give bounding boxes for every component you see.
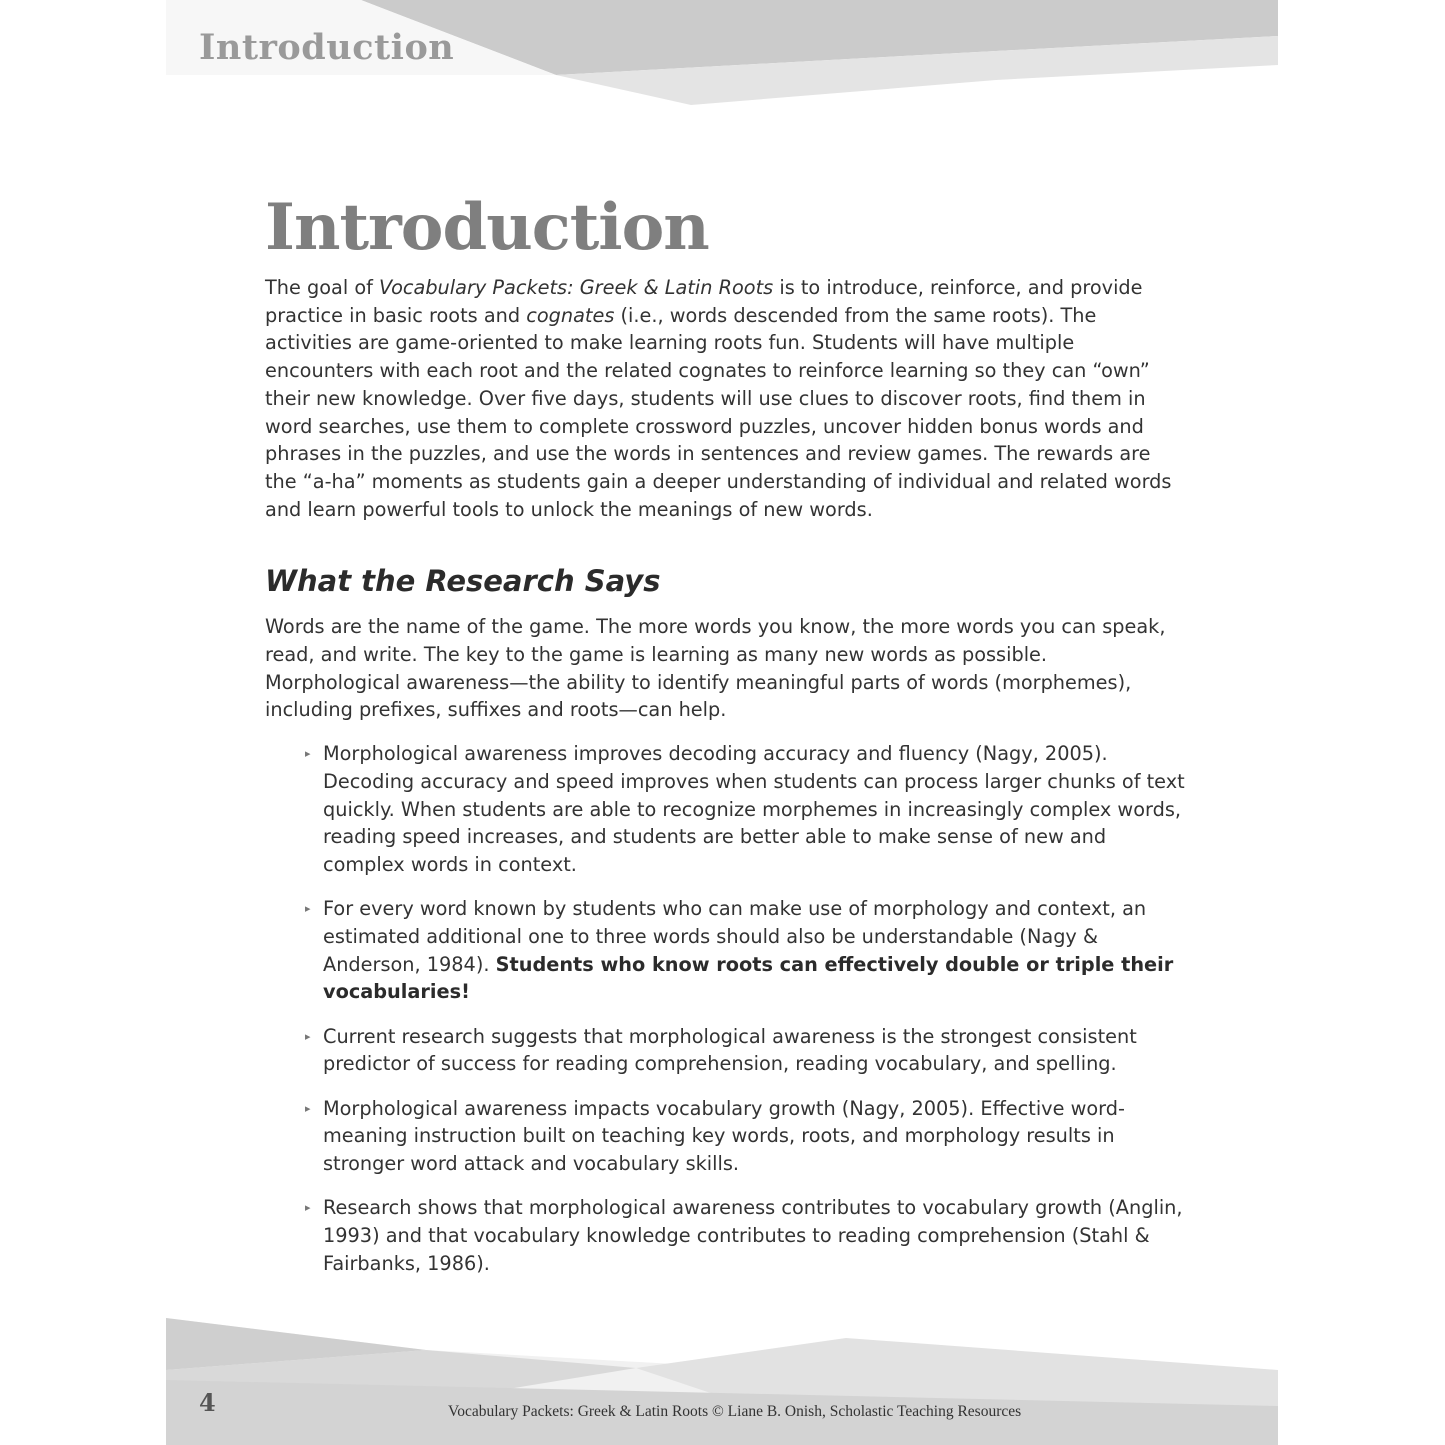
document-page — [166, 0, 1278, 1445]
triangle-bullet-icon: ▸ — [305, 1101, 311, 1115]
section-heading: What the Research Says — [265, 564, 661, 599]
list-item: ▸ For every word known by students who can make use of morphology and context, an estimated additional one to three words should also be understandable (Nagy & Anderson, 1984). Students who know roots can effectively double or triple their vocabularies! — [305, 897, 1174, 1004]
triangle-bullet-icon: ▸ — [305, 1201, 311, 1215]
bold-emphasis: Students who know roots can effectively double or triple their vocabularies! — [323, 952, 1174, 1004]
page-number: 4 — [199, 1388, 216, 1417]
triangle-bullet-icon: ▸ — [305, 747, 311, 761]
footer-wave-decoration — [166, 1310, 1278, 1445]
intro-paragraph: The goal of Vocabulary Packets: Greek & Latin Roots is to introduce, reinforce, and provide practice in basic roots and cognates (i.e., words descended from the same roots). The activities are game-oriented to make learning roots fun. Students will have multiple encounters with each root and the related cognates to reinforce learning so they can “own” their new knowledge. Over five days, students will use clues to discover roots, find them in word searches, use them to complete crossword puzzles, uncover hidden bonus words and phrases in the puzzles, and use the words in sentences and review games. The rewards are the “a-ha” moments as students gain a deeper understanding of individual and related words and learn powerful tools to unlock the meanings of new words. — [265, 276, 1172, 521]
triangle-bullet-icon: ▸ — [305, 902, 311, 916]
running-head: Introduction — [199, 27, 455, 68]
main-content — [265, 188, 1185, 1294]
research-paragraph: Words are the name of the game. The more words you know, the more words you can speak, read, and write. The key to the game is learning as many new words as possible. Morphological awareness—the ability to identify meaningful parts of words (morphemes), including prefixes, suffixes and roots—can help. — [265, 615, 1166, 722]
research-bullet-list — [265, 740, 1185, 1277]
list-item: ▸ Current research suggests that morphological awareness is the strongest consistent predictor of success for reading comprehension, reading vocabulary, and spelling. — [305, 1024, 1137, 1076]
book-title: Vocabulary Packets: Greek & Latin Roots — [379, 276, 774, 299]
cognates-term: cognates — [526, 303, 615, 327]
list-item: ▸ Morphological awareness improves decoding accuracy and fluency (Nagy, 2005). Decoding accuracy and speed improves when students can process larger chunks of text quickly. When students are able to recognize morphemes in increasingly complex words, reading speed increases, and students are better able to make sense of new and complex words in context. — [305, 742, 1185, 876]
page-title: Introduction — [265, 190, 709, 265]
footer-credit: Vocabulary Packets: Greek & Latin Roots © Liane B. Onish, Scholastic Teaching Resources — [448, 1403, 1022, 1420]
triangle-bullet-icon: ▸ — [305, 1029, 311, 1043]
list-item: ▸ Morphological awareness impacts vocabulary growth (Nagy, 2005). Effective word-meaning instruction built on teaching key words, roots, and morphology results in stronger word attack and vocabulary skills. — [305, 1096, 1125, 1176]
list-item: ▸ Research shows that morphological awareness contributes to vocabulary growth (Anglin, 1993) and that vocabulary knowledge contributes to reading comprehension (Stahl & Fairbanks, 1986). — [305, 1196, 1183, 1275]
